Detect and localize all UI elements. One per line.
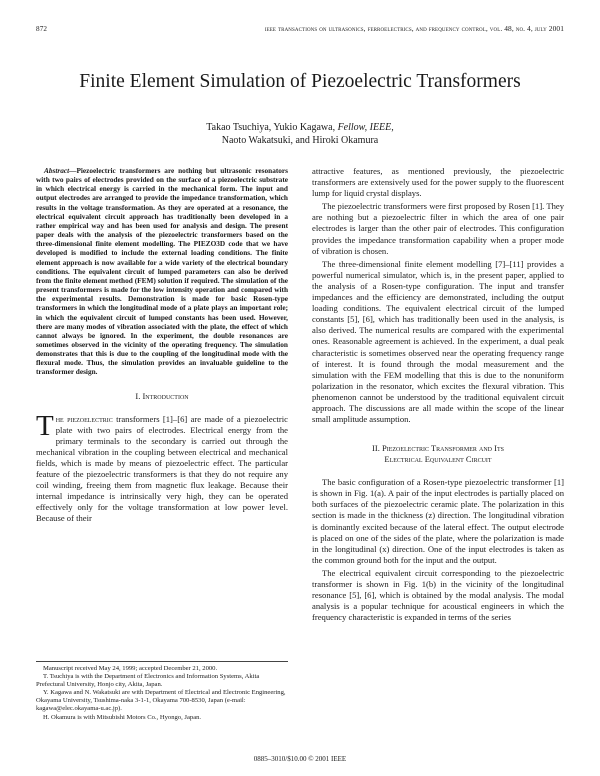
intro-paragraph-4: The three-dimensional finite element modelling [7]–[11] provides a powerful numerical simulator, which is, in the present paper, applied to the analysis of a Rosen-type configuration. The input and transfer impedances and the efficiency are demonstrated, including the output loading conditions. The equivalent electrical circuit of the lumped constants [5], [6], which has traditionally been used in the analysis, is also derived. The numerical results are compared with the experimental ones. Reasonable agreement is achieved. In the experiment, a dual peak characteristic is sometimes observed near the operating frequency range of interest. It is found through the modal measurement and the simulation with the FEM modelling that this is due to the nonuniform polarization in the resonator, which excites the flexural vibration. This phenomenon cannot be understood by the traditional equivalent circuit approach. The discussions are all made within the scope of the linear small amplitude assumption.	[312, 258, 564, 425]
abstract	[36, 166, 288, 377]
section-1-numeral: I.	[135, 390, 141, 401]
author-names-1: Takao Tsuchiya, Yukio Kagawa,	[206, 122, 338, 133]
section-2-title-line-1	[312, 443, 564, 454]
intro-paragraph-1	[36, 409, 288, 525]
abstract-label: Abstract	[44, 166, 70, 175]
copyright-line: 0885–3010/$10.00 © 2001 IEEE	[253, 755, 347, 763]
author-block	[40, 121, 560, 147]
right-column	[312, 166, 564, 623]
drop-cap-rest: he piezoelectric	[55, 413, 113, 424]
intro-paragraph-3: The piezoelectric transformers were first proposed by Rosen [1]. They are nothing but a piezoelectric filter in which the area of one pair electrodes is larger than the other pair of electrodes. This configuration provides the impedance transformation capability when a proper mode of vibration is chosen.	[312, 201, 564, 256]
footnote: Y. Kagawa and N. Wakatsuki are with Department of Electrical and Electronic Engineering, Okayama University, Tsushima-naka 3-1-1, Okayama 700-8530, Japan (e-mail: kagawa@elec.okayama-u.ac.jp).	[36, 689, 286, 713]
section-1-heading	[36, 391, 288, 402]
footnote: H. Okamura is with Mitsubishi Motors Co., Hyongo, Japan.	[43, 713, 202, 721]
intro-paragraph-1-text: transformers [1]–[6] are made of a piezoelectric plate with two pairs of electrodes. Electrical energy from the primary terminals to the secondary is carried out through the mechanical vibration in the coupling between electrical and mechanical fields, which is made by means of piezoelectric effect. The particular feature of the piezoelectric transformers is that they do not require any coil winding, freeing them from magnetic flux leakage. Because their internal impedance is intrinsically very high, they can be operated effectively only for the voltage transformation at low power level. Because of their	[36, 413, 288, 524]
section-1-title: Introduction	[142, 390, 189, 401]
abstract-text: —Piezoelectric transformers are nothing but ultrasonic resonators with two pairs of electrodes provided on the surface of a piezoelectric substrate in which electrical energy is carried in the mechanical form. The input and output electrodes are arranged to provide the impedance transformation, which results in the voltage transformation. As they are operated at a resonance, the electrical equivalent circuit approach has traditionally been developed in a rather empirical way and has been used for analysis and design. The present paper deals with the analysis of the piezoelectric transformers based on the three-dimensional finite element modelling. The PIEZO3D code that we have developed is modified to include the external loading conditions. The finite element approach is now available for a wide variety of the electrical boundary conditions. The equivalent circuit of lumped parameters can also be derived from the finite element method (FEM) solution if required. The simulation of the present transformers is made for the low intensity operation and compared with the experimental results. Demonstration is made for basic Rosen-type transformers in which the longitudinal mode of a plate plays an important role; in which the equivalent circuit of lumped constants has been used. However, there are many modes of vibration associated with the plate, the effect of which cannot always be ignored. In the experiment, the double resonances are sometimes observed in the vicinity of the operating frequency. The simulation demonstrates that this is due to the coupling of the longitudinal mode with the flexural mode. Thus, the simulation provides an invaluable guideline to the transformer design.	[36, 166, 288, 377]
running-header	[36, 24, 564, 33]
drop-cap: T	[36, 409, 54, 442]
section-2-paragraph-1: The basic configuration of a Rosen-type piezoelectric transformer [1] is shown in Fig. 1(a). A pair of the input electrodes is partially placed on both surfaces of the piezoelectric ceramic plate. The polarization in this section is made in the thickness (z) direction. The longitudinal vibration is dominantly excited because of the lateral effect. The output electrode is placed on one of the sides of the plate, where the polarization is made in the longitudinal (x) direction. One of the input electrodes is taken as the common ground both for the input and the output.	[312, 477, 564, 565]
section-2-heading	[312, 443, 564, 465]
section-2-title-line-2: Electrical Equivalent Circuit	[384, 454, 492, 465]
footnote: Manuscript received May 24, 1999; accepted December 21, 2000.	[43, 665, 218, 672]
page-number: 872	[36, 25, 48, 33]
footnotes	[36, 661, 288, 722]
section-2-numeral: II.	[372, 443, 380, 454]
journal-name: ieee transactions on ultrasonics, ferroelectrics, and frequency control, vol. 48, no. 4, july 2001	[264, 24, 564, 33]
author-line-1	[40, 121, 560, 134]
section-2-paragraph-2: The electrical equivalent circuit corresponding to the piezoelectric transformer is shown in Fig. 1(b) in the vicinity of the longitudinal resonance [5], [6], which is obtained by the modal analysis. The modal analysis is a popular technique for acoustical engineers in which the frequency characteristic is expanded in terms of the series	[312, 567, 564, 623]
left-column	[36, 166, 288, 525]
section-2-title-a: Piezoelectric Transformer and Its	[381, 443, 504, 454]
fellow-designation: Fellow, IEEE,	[337, 122, 394, 133]
intro-paragraph-2: attractive features, as mentioned previously, the piezoelectric transformers are extensively used for the power supply to the fluorescent lump for liquid crystal displays.	[312, 166, 564, 199]
footnote: T. Tsuchiya is with the Department of Electronics and Information Systems, Akita Prefectural University, Honjo city, Akita, Japan.	[36, 673, 260, 689]
author-line-2: Naoto Wakatsuki, and Hiroki Okamura	[221, 135, 379, 146]
paper-title: Finite Element Simulation of Piezoelectric Transformers	[79, 71, 521, 92]
